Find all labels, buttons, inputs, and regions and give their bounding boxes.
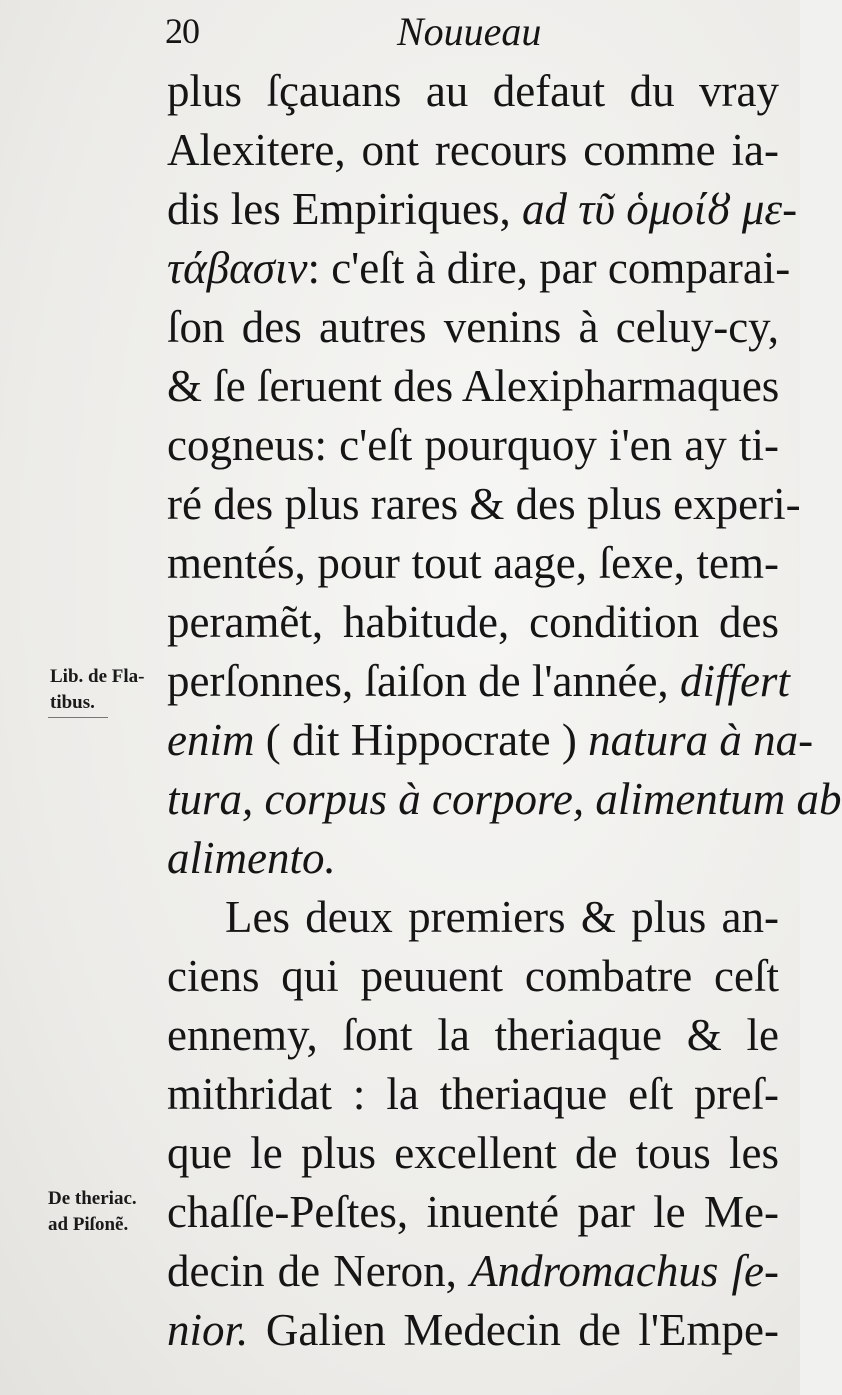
roman-run: plus ſçauans au defaut du vray [167,66,779,116]
roman-run: dis les Empiriques, [167,184,522,234]
roman-run: : c'eſt à dire, par comparai- [307,243,791,293]
roman-run: ( dit Hippocrate ) [254,715,589,765]
roman-run: perſonnes, ſaiſon de l'année, [167,656,680,706]
margin-note-theriac [48,1186,137,1238]
text-line [167,1242,779,1301]
text-line [167,1301,779,1360]
text-line [167,1183,779,1242]
roman-run: chaſſe-Peſtes, inuenté par le Me- [167,1187,779,1237]
italic-run: differt [679,656,790,706]
roman-run: Alexitere, ont recours comme ia- [167,125,779,175]
text-line [167,180,798,239]
text-line [167,357,779,416]
text-line [167,298,779,357]
text-line [167,888,779,947]
body-text [167,62,842,1360]
text-line [167,1006,779,1065]
roman-run: decin de Neron, [167,1246,471,1296]
italic-run: alimento. [167,833,336,883]
roman-run: que le plus excellent de tous les [167,1128,779,1178]
roman-run: ſon des autres venins à celuy-cy, [167,302,779,352]
italic-run: tura, corpus à corpore, alimentum ab [167,774,842,824]
text-line [167,652,790,711]
text-line [167,1065,779,1124]
page-number: 20 [165,11,199,51]
italic-run: ad τῦ ὁμοίȣ με- [521,184,798,234]
roman-run: ennemy, ſont la theriaque & le [167,1010,779,1060]
text-line [167,62,779,121]
running-head [165,8,765,58]
roman-run: peramẽt, habitude, condition des [167,597,779,647]
margin-note-line: De theriac. [48,1188,137,1209]
text-line [167,239,791,298]
roman-run: Galien Medecin de l'Empe- [248,1305,779,1355]
margin-rule [48,717,108,718]
text-line [167,1124,779,1183]
text-line [167,475,801,534]
text-line [167,534,779,593]
text-line [167,711,814,770]
roman-run: mentés, pour tout aage, ſexe, tem- [167,538,779,588]
margin-note-line: Lib. de Fla- [50,666,145,687]
roman-run: mithridat : la theriaque eſt preſ- [167,1069,779,1119]
roman-run: Les deux premiers & plus an- [225,892,779,942]
italic-run: nior. [167,1305,249,1355]
roman-run: ré des plus rares & des plus experi- [167,479,801,529]
running-title: Nouueau [397,9,542,54]
text-line [167,829,779,888]
italic-run: natura à na- [588,715,814,765]
italic-run: τάβασιν [167,243,308,293]
roman-run: & ſe ſeruent des Alexipharmaques [167,361,780,411]
text-line [167,121,779,180]
italic-run: Andromachus ſe- [470,1246,779,1296]
text-line [167,416,779,475]
margin-note-line: tibus. [50,692,95,713]
margin-note-flatibus [50,664,144,716]
text-line [167,770,842,829]
text-line [167,947,779,1006]
text-line [167,593,779,652]
italic-run: enim [167,715,255,765]
roman-run: cogneus: c'eſt pourquoy i'en ay ti- [167,420,779,470]
margin-note-line: ad Piſonẽ. [48,1214,129,1235]
roman-run: ciens qui peuuent combatre ceſt [167,951,779,1001]
